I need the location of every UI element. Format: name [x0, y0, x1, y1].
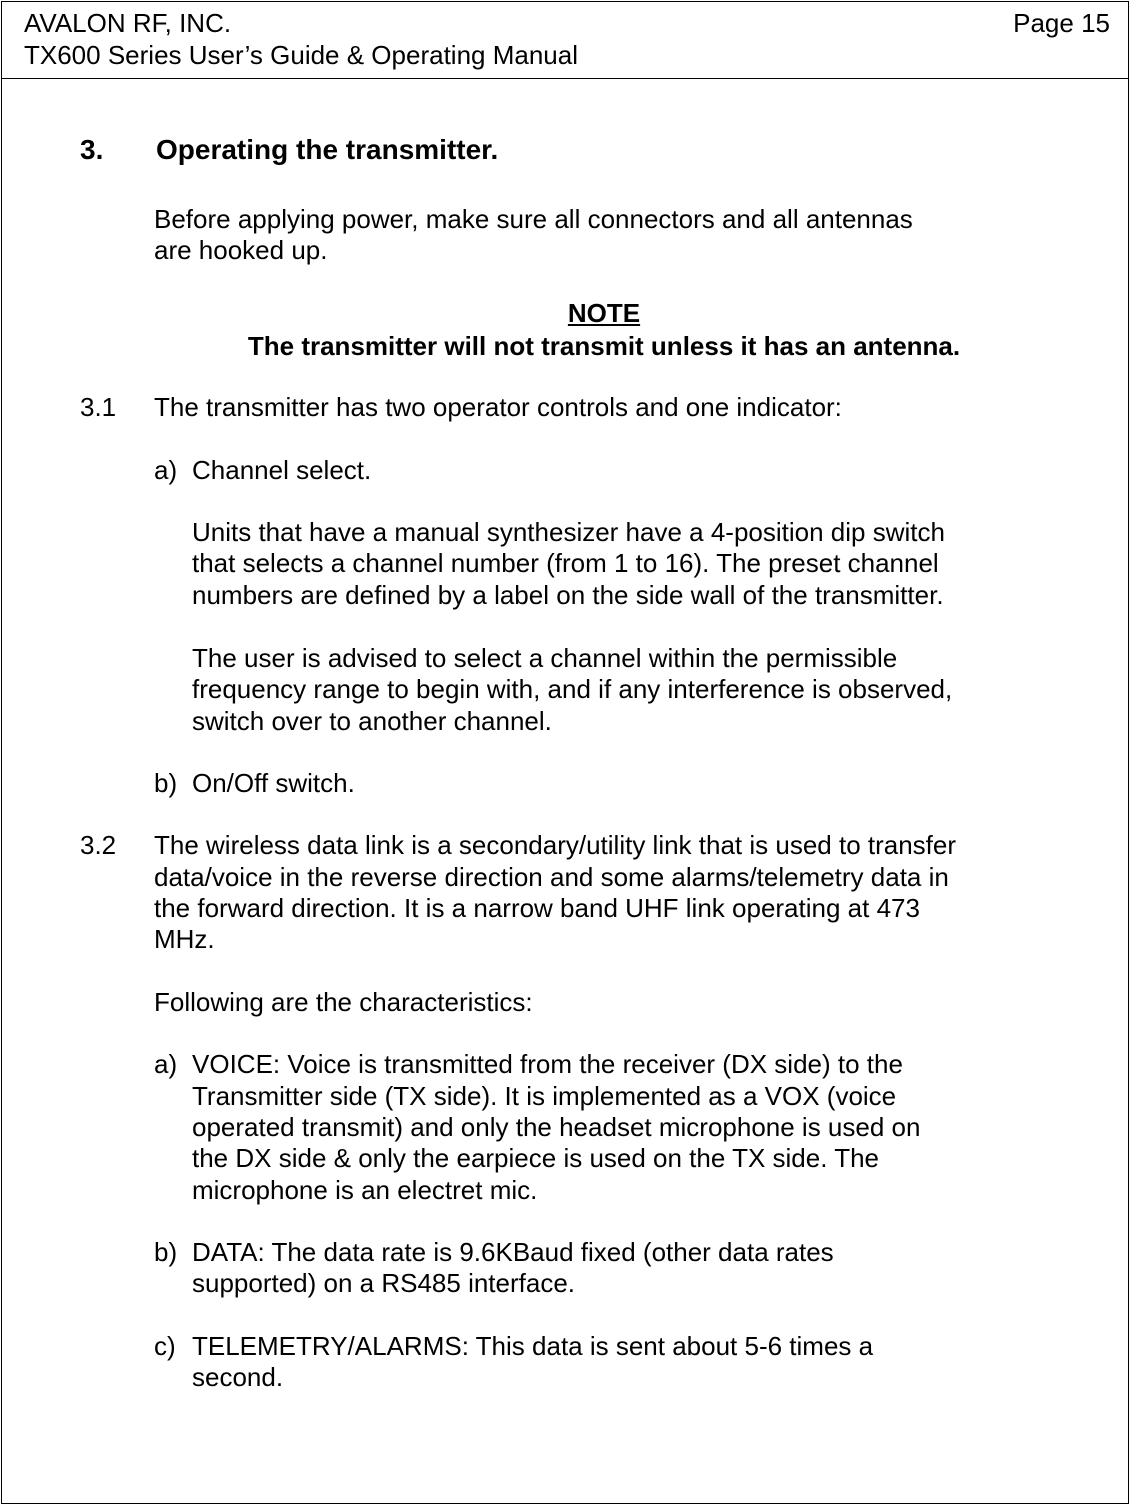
section-title: Operating the transmitter.	[156, 134, 499, 165]
paragraph-line: Transmitter side (TX side). It is implemented as a VOX (voice	[192, 1081, 897, 1111]
list-label: b)	[154, 768, 178, 798]
page-header	[2, 2, 1128, 79]
paragraph-line: frequency range to begin with, and if any interference is observed,	[192, 674, 953, 704]
paragraph-line: that selects a channel number (from 1 to 16). The preset channel	[192, 548, 939, 578]
intro-line: Before applying power, make sure all connectors and all antennas	[154, 204, 913, 234]
paragraph-line: the forward direction. It is a narrow band UHF link operating at 473	[154, 893, 920, 923]
paragraph-line: operated transmit) and only the headset microphone is used on	[192, 1112, 921, 1142]
note-text: The transmitter will not transmit unless it has an antenna.	[247, 331, 961, 361]
company-name: AVALON RF, INC.	[24, 8, 232, 38]
paragraph-line: MHz.	[154, 924, 215, 954]
paragraph-line: second.	[192, 1362, 284, 1392]
paragraph-line: the DX side & only the earpiece is used on the TX side. The	[192, 1143, 880, 1173]
paragraph-line: supported) on a RS485 interface.	[192, 1268, 576, 1298]
list-item-title: Channel select.	[192, 455, 372, 485]
paragraph-line: switch over to another channel.	[192, 706, 552, 736]
paragraph-line: data/voice in the reverse direction and some alarms/telemetry data in	[154, 862, 949, 892]
paragraph-line: VOICE: Voice is transmitted from the receiver (DX side) to the	[192, 1049, 903, 1079]
paragraph-line: microphone is an electret mic.	[192, 1175, 538, 1205]
paragraph-line: numbers are defined by a label on the side wall of the transmitter.	[192, 580, 944, 610]
document-title: TX600 Series User’s Guide & Operating Manual	[24, 40, 578, 70]
intro-line: are hooked up.	[154, 235, 328, 265]
list-label: a)	[154, 455, 178, 485]
paragraph-line: TELEMETRY/ALARMS: This data is sent about 5-6 times a	[192, 1331, 874, 1361]
page-number: Page 15	[1013, 8, 1110, 38]
paragraph-line: DATA: The data rate is 9.6KBaud fixed (other data rates	[192, 1237, 834, 1267]
paragraph-line: Following are the characteristics:	[154, 987, 533, 1017]
subsection-text: The transmitter has two operator controls and one indicator:	[154, 392, 842, 422]
paragraph-line: Units that have a manual synthesizer have a 4-position dip switch	[192, 517, 945, 547]
subsection-number: 3.2	[80, 830, 117, 860]
paragraph-line: The user is advised to select a channel within the permissible	[192, 643, 898, 673]
paragraph-line: The wireless data link is a secondary/utility link that is used to transfer	[154, 830, 957, 860]
list-label: a)	[154, 1049, 178, 1079]
subsection-number: 3.1	[80, 392, 117, 422]
list-label: c)	[154, 1331, 176, 1361]
note-heading: NOTE	[567, 298, 641, 328]
list-item-title: On/Off switch.	[192, 768, 355, 798]
section-number: 3.	[80, 134, 104, 165]
list-label: b)	[154, 1237, 178, 1267]
